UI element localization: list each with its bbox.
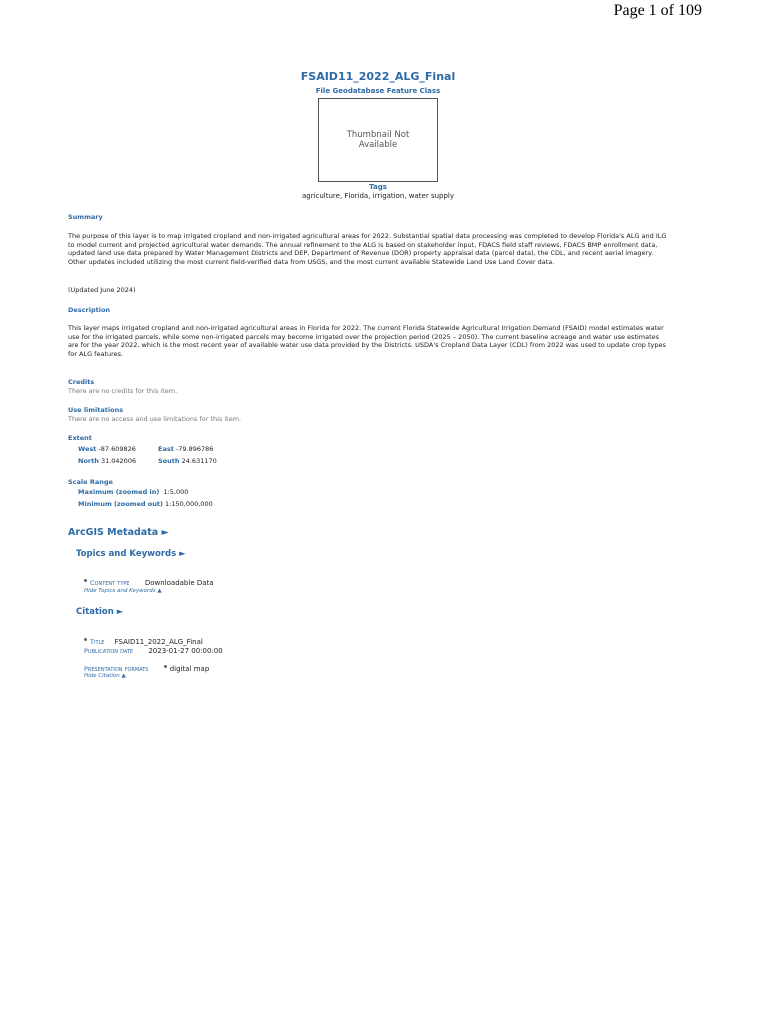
arcgis-metadata-heading[interactable]: ArcGIS Metadata ► (68, 527, 169, 538)
summary-text: The purpose of this layer is to map irrigated cropland and non-irrigated agricultural areas for 2022. Substantial spatial data processing was completed to develop Florida's ALG and ILG to model current and projected agricultural water demands. The annual refinement to the ALG is based on stakeholder input, FDACS field staff reviews, FDACS BMP enrollment data, updated land use data prepared by Water Management Districts and DEP, Department of Revenue (DOR) property appraisal data (parcel data), the CDL, and recent aerial imagery. Other updates included utilizing the most current field-verified data from USGS, and the most current available Statewide Land Use Land Cover data. (68, 232, 667, 266)
bullet-icon (164, 665, 167, 668)
thumbnail-text: Thumbnail Not Available (346, 130, 410, 150)
presentation-formats-value: digital map (169, 665, 210, 673)
publication-date-label: Publication date (84, 647, 134, 655)
extent-south-value: 24.631170 (181, 457, 217, 465)
content-type-row (84, 570, 214, 589)
document-subtitle: File Geodatabase Feature Class (315, 87, 441, 95)
extent-east-value: -79.896786 (175, 445, 214, 453)
presentation-formats-label: Presentation formats (84, 665, 149, 673)
extent-south (158, 457, 217, 465)
citation-title-label: Title (90, 638, 105, 646)
scale-min-value: 1:150,000,000 (165, 500, 213, 508)
extent-north-value: 31.042006 (100, 457, 137, 465)
content-type-label: Content type (90, 579, 130, 587)
bullet-icon (84, 579, 87, 582)
tags-value: agriculture, Florida, irrigation, water supply (301, 192, 455, 200)
extent-south-label: South (158, 457, 180, 465)
updated-note: (Updated June 2024) (68, 286, 136, 294)
thumbnail-placeholder (318, 98, 438, 182)
credits-label: Credits (68, 378, 95, 386)
extent-west-label: West (78, 445, 97, 453)
scale-max-label: Maximum (zoomed in) (78, 488, 160, 496)
credits-text: There are no credits for this item. (68, 387, 178, 395)
extent-north-label: North (78, 457, 99, 465)
publication-date-value: 2023-01-27 00:00:00 (148, 647, 223, 655)
scale-min (78, 500, 213, 508)
citation-title-value: FSAID11_2022_ALG_Final (114, 638, 203, 646)
topics-keywords-heading[interactable]: Topics and Keywords ► (76, 549, 186, 559)
summary-label: Summary (68, 213, 103, 221)
extent-east-label: East (158, 445, 174, 453)
extent-label: Extent (68, 434, 92, 442)
scale-max-value: 1:5,000 (163, 488, 189, 496)
use-limitations-label: Use limitations (68, 406, 124, 414)
scale-min-label: Minimum (zoomed out) (78, 500, 163, 508)
use-limitations-text: There are no access and use limitations for this item. (68, 415, 242, 423)
scale-max (78, 488, 188, 496)
page-number: Page 1 of 109 (613, 2, 702, 19)
publication-date-row (84, 638, 223, 657)
description-text: This layer maps irrigated cropland and non-irrigated agricultural areas in Florida for 2022. The current Florida Statewide Agricultural Irrigation Demand (FSAID) model estimates water use for the irrigated parcels, while some non-irrigated parcels may become irrigated over the projection period (2025 – 2050). The current baseline acreage and water use estimates are for the year 2022, which is the most recent year of available water use data provided by the Districts. USDA's Cropland Data Layer (CDL) from 2022 was used to update crop types for ALG features. (68, 324, 666, 358)
extent-east (158, 445, 213, 453)
extent-west (78, 445, 136, 453)
extent-west-value: -87.609826 (98, 445, 136, 453)
extent-north (78, 457, 136, 465)
scale-range-label: Scale Range (68, 478, 113, 486)
hide-topics-link[interactable]: Hide Topics and Keywords ▲ (84, 588, 162, 594)
tags-label: Tags (369, 183, 387, 191)
hide-citation-link[interactable]: Hide Citation ▲ (84, 673, 126, 679)
description-label: Description (68, 306, 111, 314)
content-type-value: Downloadable Data (144, 579, 214, 587)
document-title: FSAID11_2022_ALG_Final (300, 70, 456, 83)
citation-heading[interactable]: Citation ► (76, 607, 124, 617)
